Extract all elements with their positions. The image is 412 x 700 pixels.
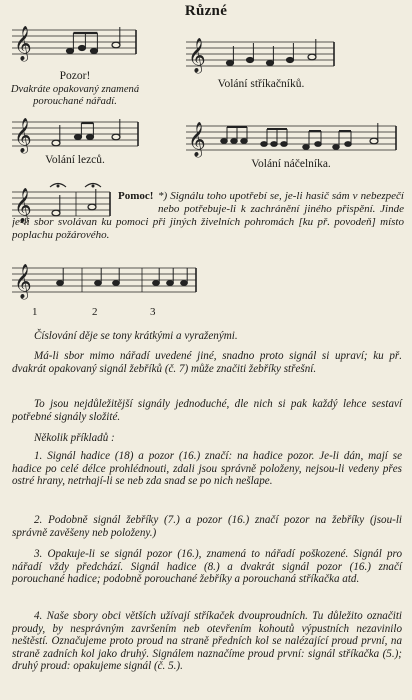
signal-label-volani-nacelnika: Volání náčelníka. — [251, 158, 331, 170]
music-staff-volani-strikacniku — [186, 34, 336, 74]
staff-number-2: 2 — [92, 306, 98, 318]
svg-text:𝄞: 𝄞 — [14, 188, 32, 223]
paragraph-3 — [12, 398, 402, 423]
paragraph-6 — [12, 514, 402, 539]
svg-text:𝄞: 𝄞 — [188, 38, 206, 73]
staff-number-1: 1 — [32, 306, 38, 318]
signal-label-volani-strikacniku: Volání stříkačníků. — [217, 78, 305, 90]
paragraph-2 — [12, 350, 402, 375]
paragraph-6-text: 2. Podobně signál žebříky (7.) a pozor (16.) značí pozor na žebříky (jsou-li správně zavěšeny neb položeny.) — [12, 514, 402, 539]
svg-text:𝄞: 𝄞 — [188, 122, 206, 157]
paragraph-5-text: 1. Signál hadice (18) a pozor (16.) značí: na hadice pozor. Je-li dán, mají se hadice po celé délce prohlédnouti, zdali jsou správně položeny, nejsou-li vedeny přes ostré hrany, netrhají-li se neb zda snad se po nich nešlape. — [12, 450, 402, 488]
staff-number-3: 3 — [150, 306, 156, 318]
paragraph-4 — [12, 432, 402, 445]
paragraph-1-text: Číslování děje se tony krátkými a vyraženými. — [34, 330, 238, 342]
paragraph-8-text: 4. Naše sbory obci větších užívají stříkaček dvouproudních. Tu důležito označiti proudy, by nesprávným završením neb otevřením kohoutů výpustních nezavinilo neštěstí. Označujeme proto proud na straně předních kol se nalézající proud první, na straně zadních kol jako druhý. Signálem naznačíme proud první: signál stříkačka (5.); druhý proud: opakujeme signál (č. 5.). — [12, 610, 402, 673]
signal-note-pomoc-flow: je-li sbor svolávan ku pomoci při jiných živelních pohromách [ku př. povodeň] místo poplachu požárového. — [12, 216, 404, 241]
paragraph-5 — [12, 450, 402, 488]
music-staff-pozor — [12, 22, 138, 62]
signal-note-pozor: Dvakráte opakovaný znamená porouchané nářadí. — [10, 84, 140, 107]
svg-text:𝄞: 𝄞 — [14, 26, 32, 61]
svg-text:𝄞: 𝄞 — [14, 264, 32, 299]
paragraph-2-text: Má-li sbor mimo nářadí uvedené jiné, snadno proto signál si upraví; ku př. dvakrát opakovaný signál žebříků (č. 7) může značiti žebříky střešní. — [12, 350, 402, 375]
signal-label-pozor: Pozor! — [59, 70, 91, 82]
signal-note-pomoc: *) Signálu toho upotřebí se, je-li hasič sám v nebezpečí nebo potřebuje-li k zachránění jiného přispění. Jinde — [158, 190, 404, 215]
paragraph-3-text: To jsou nejdůležitější signály jednoduché, dle nich si pak každý lehce sestaví potřebné signály složité. — [12, 398, 402, 423]
signal-label-pomoc: Pomoc! — [118, 190, 154, 202]
music-staff-volani-nacelnika — [186, 118, 398, 158]
svg-text:𝄞: 𝄞 — [14, 118, 32, 153]
music-staff-numbered — [12, 260, 198, 300]
paragraph-8 — [12, 610, 402, 673]
page-title: Různé — [184, 3, 228, 19]
signal-label-volani-lezcu: Volání lezců. — [45, 154, 105, 166]
paragraph-7-text: 3. Opakuje-li se signál pozor (16.), znamená to nářadí poškozené. Signál pro nářadí vždy předchází. Signál hadice (8.) a dvakrát signál pozor (16.) značí porouchané hadice; podobně porouchané žebříky a porouchaná stříkačka atd. — [12, 548, 402, 586]
paragraph-4-text: Několik příkladů : — [34, 432, 115, 444]
paragraph-1 — [12, 330, 402, 343]
paragraph-7 — [12, 548, 402, 586]
music-staff-volani-lezcu — [12, 114, 140, 154]
